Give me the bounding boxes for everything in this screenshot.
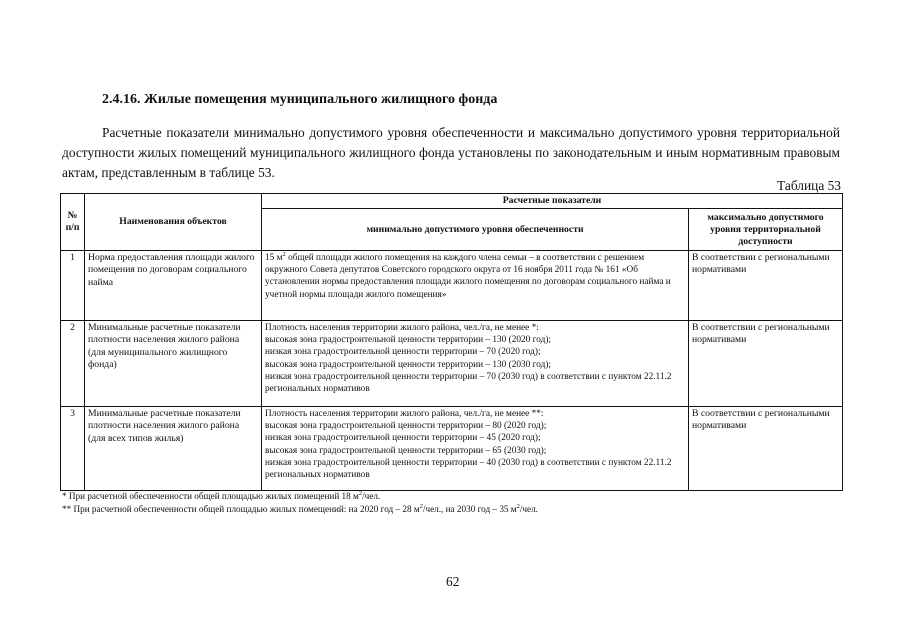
row-min-level — [262, 407, 689, 491]
footnote-2-text-b: /чел., на 2030 год – 35 м — [422, 503, 517, 514]
row-min-level — [262, 321, 689, 407]
page-number: 62 — [446, 574, 460, 589]
row-num: 3 — [61, 407, 85, 491]
table-row — [61, 407, 843, 491]
row-min-line: низкая зона градостроительной ценности территории – 45 (2020 год); — [265, 433, 541, 444]
indicators-table — [60, 193, 843, 491]
footnote-1-end: /чел. — [362, 491, 381, 501]
row-max-access: В соответствии с региональными нормативами — [689, 321, 843, 407]
header-indicators: Расчетные показатели — [262, 194, 843, 209]
row-min-line: высокая зона градостроительной ценности территории – 130 (2030 год); — [265, 359, 551, 370]
header-max-access: максимально допустимого уровня территориальной доступности — [689, 209, 843, 251]
footnote-2 — [62, 503, 538, 516]
row-min-line: Плотность населения территории жилого района, чел./га, не менее **: — [265, 409, 544, 419]
row-name: Минимальные расчетные показатели плотности населения жилого района (для всех типов жилья) — [85, 407, 262, 491]
row-min-line: высокая зона градостроительной ценности территории – 80 (2020 год); — [265, 421, 547, 432]
header-object-name: Наименования объектов — [85, 194, 262, 251]
footnote-1 — [62, 490, 538, 503]
row-min-text-post: общей площади жилого помещения на каждого члена семьи – в соответствии с решением окружного Совета депутатов Советского городского округа от 16 ноября 2011 года № 161 «Об установлении нормы предоставления площади жилого помещения по договорам социального найма и учетной нормы площади жилого помещения» — [265, 253, 671, 300]
section-heading: 2.4.16. Жилые помещения муниципального жилищного фонда — [102, 92, 498, 107]
footnote-2-sup-1: 2 — [419, 502, 423, 510]
row-name: Минимальные расчетные показатели плотности населения жилого района (для муниципального жилищного фонда) — [85, 321, 262, 407]
header-num: № п/п — [61, 194, 85, 251]
footnote-2-text-a: ** При расчетной обеспеченности общей площадью жилых помещений: на 2020 год – 28 м — [62, 503, 420, 514]
footnotes — [62, 490, 538, 515]
header-min-level: минимально допустимого уровня обеспеченности — [262, 209, 689, 251]
footnote-1-sup: 2 — [358, 489, 363, 497]
table-row — [61, 251, 843, 321]
row-num: 2 — [61, 321, 85, 407]
row-num: 1 — [61, 251, 85, 321]
row-min-level — [262, 251, 689, 321]
row-min-line: низкая зона градостроительной ценности территории – 40 (2030 год) в соответствии с пунктом 22.11.2 региональных нормативов — [265, 457, 672, 481]
table-header-row-1 — [61, 194, 843, 209]
intro-paragraph-text: Расчетные показатели минимально допустимого уровня обеспеченности и максимально допустимого уровня территориальной доступности жилых помещений муниципального жилищного фонда установлены по законодательным и иным нормативным правовым актам, представленным в таблице 53. — [62, 125, 840, 180]
row-min-text-sup: 2 — [282, 250, 286, 258]
footnote-1-text: * При расчетной обеспеченности общей площадью жилых помещений 18 м — [62, 491, 359, 501]
table-label: Таблица 53 — [777, 178, 841, 193]
row-min-line: высокая зона градостроительной ценности территории – 65 (2030 год); — [265, 445, 547, 456]
row-min-line: низкая зона градостроительной ценности территории – 70 (2020 год); — [265, 347, 541, 358]
row-min-text-pre: 15 м — [265, 253, 283, 263]
row-min-line: Плотность населения территории жилого района, чел./га, не менее *: — [265, 323, 539, 333]
row-max-access: В соответствии с региональными нормативами — [689, 407, 843, 491]
row-min-line: высокая зона градостроительной ценности территории – 130 (2020 год); — [265, 335, 551, 346]
row-name: Норма предоставления площади жилого помещения по договорам социального найма — [85, 251, 262, 321]
row-max-access: В соответствии с региональными нормативами — [689, 251, 843, 321]
row-min-line: низкая зона градостроительной ценности территории – 70 (2030 год) в соответствии с пунктом 22.11.2 региональных нормативов — [265, 371, 672, 395]
table-row — [61, 321, 843, 407]
footnote-2-sup-2: 2 — [516, 502, 520, 510]
footnote-2-text-c: /чел. — [519, 503, 538, 514]
intro-paragraph — [62, 123, 840, 183]
